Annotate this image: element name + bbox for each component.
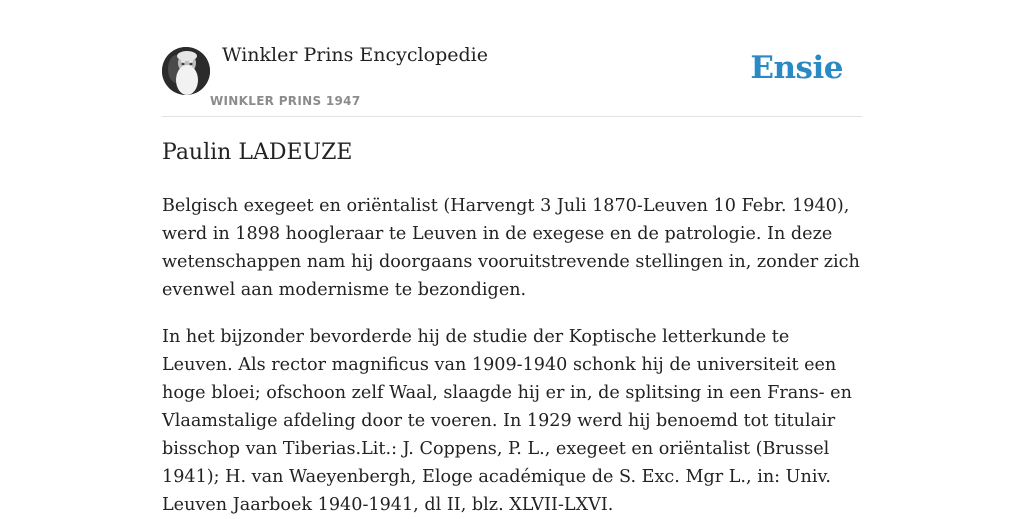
avatar[interactable] <box>162 47 210 95</box>
header <box>162 0 862 117</box>
bearded-man-portrait-icon <box>162 47 210 95</box>
brand-logo[interactable]: Ensie <box>750 50 843 86</box>
article-title: Paulin LADEUZE <box>162 140 353 165</box>
article-paragraph: In het bijzonder bevorderde hij de studie der Koptische letterkunde te Leuven. Als rector magnificus van 1909-1940 schonk hij de universiteit een hoge bloei; ofschoon zelf Waal, slaagde hij er in, de splitsing in een Frans- en Vlaamstalige afdeling door te voeren. In 1929 werd hij benoemd tot titulair bisschop van Tiberias.Lit.: J. Coppens, P. L., exegeet en oriëntalist (Brussel 1941); H. van Waeyenbergh, Eloge académique de S. Exc. Mgr L., in: Univ. Leuven Jaarboek 1940-1941, dl II, blz. XLVII-LXVI. <box>162 327 852 515</box>
site-name[interactable]: Winkler Prins Encyclopedie <box>222 44 488 66</box>
article-paragraph: Belgisch exegeet en oriëntalist (Harvengt 3 Juli 1870-Leuven 10 Febr. 1940), werd in 1898 hoogleraar te Leuven in de exegese en de patrologie. In deze wetenschappen nam hij doorgaans vooruitstrevende stellingen in, zonder zich evenwel aan modernisme te bezondigen. <box>162 196 860 300</box>
edition-label[interactable]: WINKLER PRINS 1947 <box>210 94 361 108</box>
page <box>162 0 862 515</box>
